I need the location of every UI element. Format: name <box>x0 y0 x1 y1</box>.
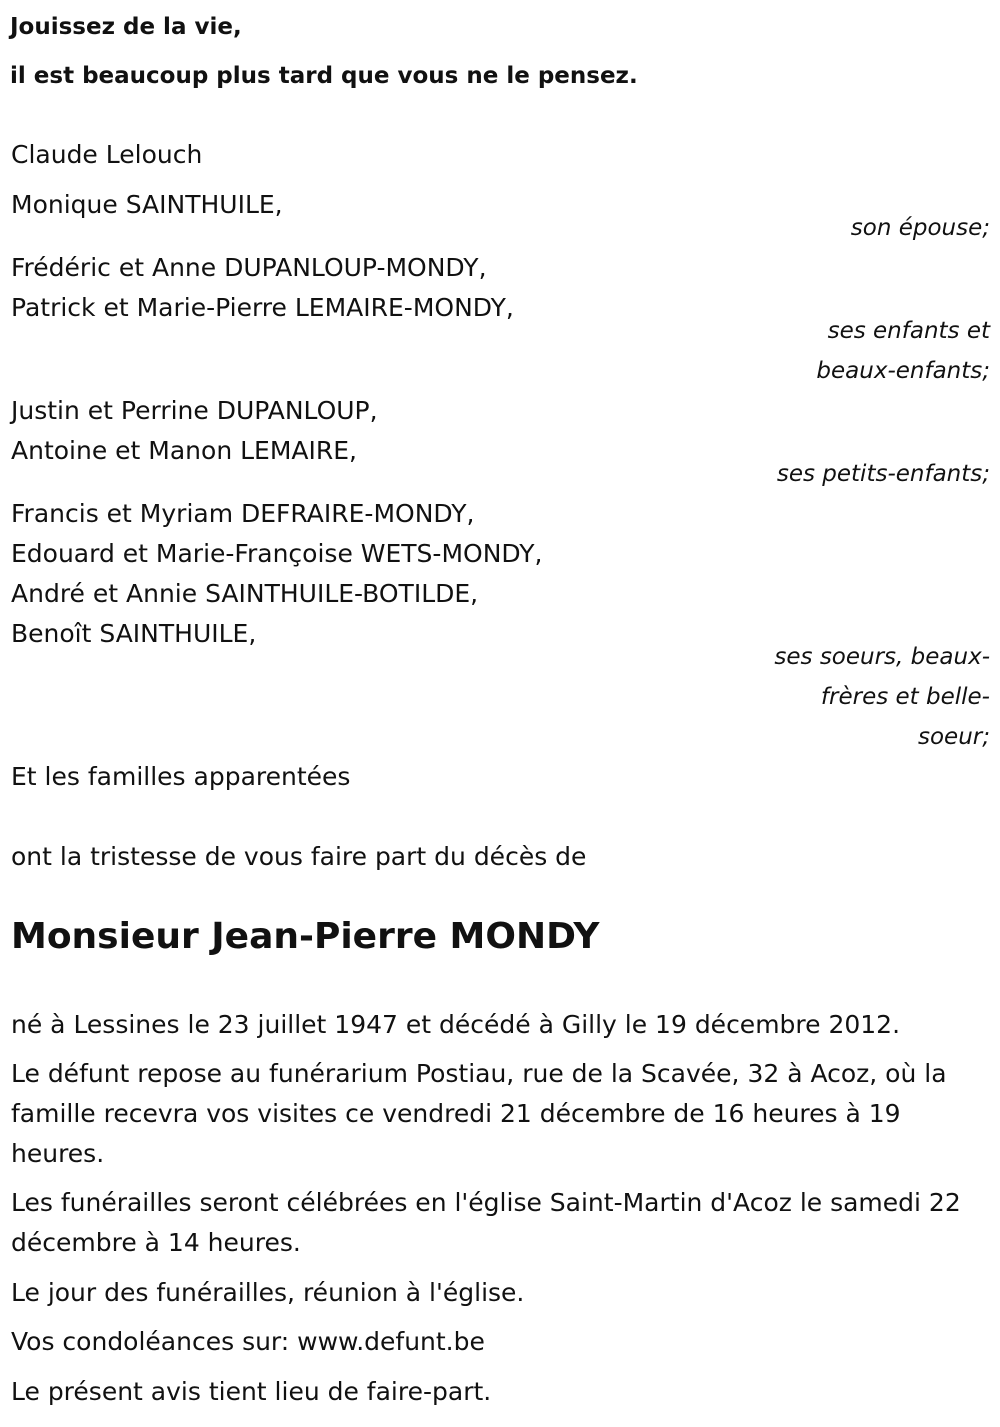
spouse-relation: son épouse; <box>850 215 990 241</box>
siblings-relation-line-2: frères et belle- <box>820 684 990 710</box>
quote-line-2: il est beaucoup plus tard que vous ne le pensez. <box>10 63 638 89</box>
extended-family: Et les familles apparentées <box>11 762 351 791</box>
quote-author: Claude Lelouch <box>11 140 203 169</box>
condolences-info: Vos condoléances sur: www.defunt.be <box>11 1327 485 1356</box>
child-line-2: Patrick et Marie-Pierre LEMAIRE-MONDY, <box>11 293 514 322</box>
children-relation-line-2: beaux-enfants; <box>816 358 990 384</box>
sibling-line-2: Edouard et Marie-Françoise WETS-MONDY, <box>11 539 543 568</box>
notice-info: Le présent avis tient lieu de faire-part. <box>11 1377 492 1406</box>
deceased-name: Monsieur Jean-Pierre MONDY <box>11 916 600 957</box>
children-relation-line-1: ses enfants et <box>827 318 990 344</box>
child-line-1: Frédéric et Anne DUPANLOUP-MONDY, <box>11 253 487 282</box>
announcement-text: ont la tristesse de vous faire part du décès de <box>11 842 587 871</box>
quote-line-1: Jouissez de la vie, <box>10 14 242 40</box>
siblings-relation-line-1: ses soeurs, beaux- <box>774 644 990 670</box>
visitation-info: Le défunt repose au funérarium Postiau, rue de la Scavée, 32 à Acoz, où la famille recevra vos visites ce vendredi 21 décembre de 16 heures à 19 heures. <box>11 1059 947 1168</box>
grandchildren-relation: ses petits-enfants; <box>776 461 990 487</box>
grandchild-line-2: Antoine et Manon LEMAIRE, <box>11 436 357 465</box>
grandchild-line-1: Justin et Perrine DUPANLOUP, <box>11 396 378 425</box>
siblings-relation-line-3: soeur; <box>918 724 990 750</box>
sibling-line-1: Francis et Myriam DEFRAIRE-MONDY, <box>11 499 475 528</box>
birth-death-info: né à Lessines le 23 juillet 1947 et décédé à Gilly le 19 décembre 2012. <box>11 1010 901 1039</box>
spouse-name: Monique SAINTHUILE, <box>11 190 283 219</box>
sibling-line-4: Benoît SAINTHUILE, <box>11 619 257 648</box>
funeral-info: Les funérailles seront célébrées en l'église Saint-Martin d'Acoz le samedi 22 décembre à 14 heures. <box>11 1188 961 1257</box>
sibling-line-3: André et Annie SAINTHUILE-BOTILDE, <box>11 579 479 608</box>
gathering-info: Le jour des funérailles, réunion à l'église. <box>11 1278 525 1307</box>
